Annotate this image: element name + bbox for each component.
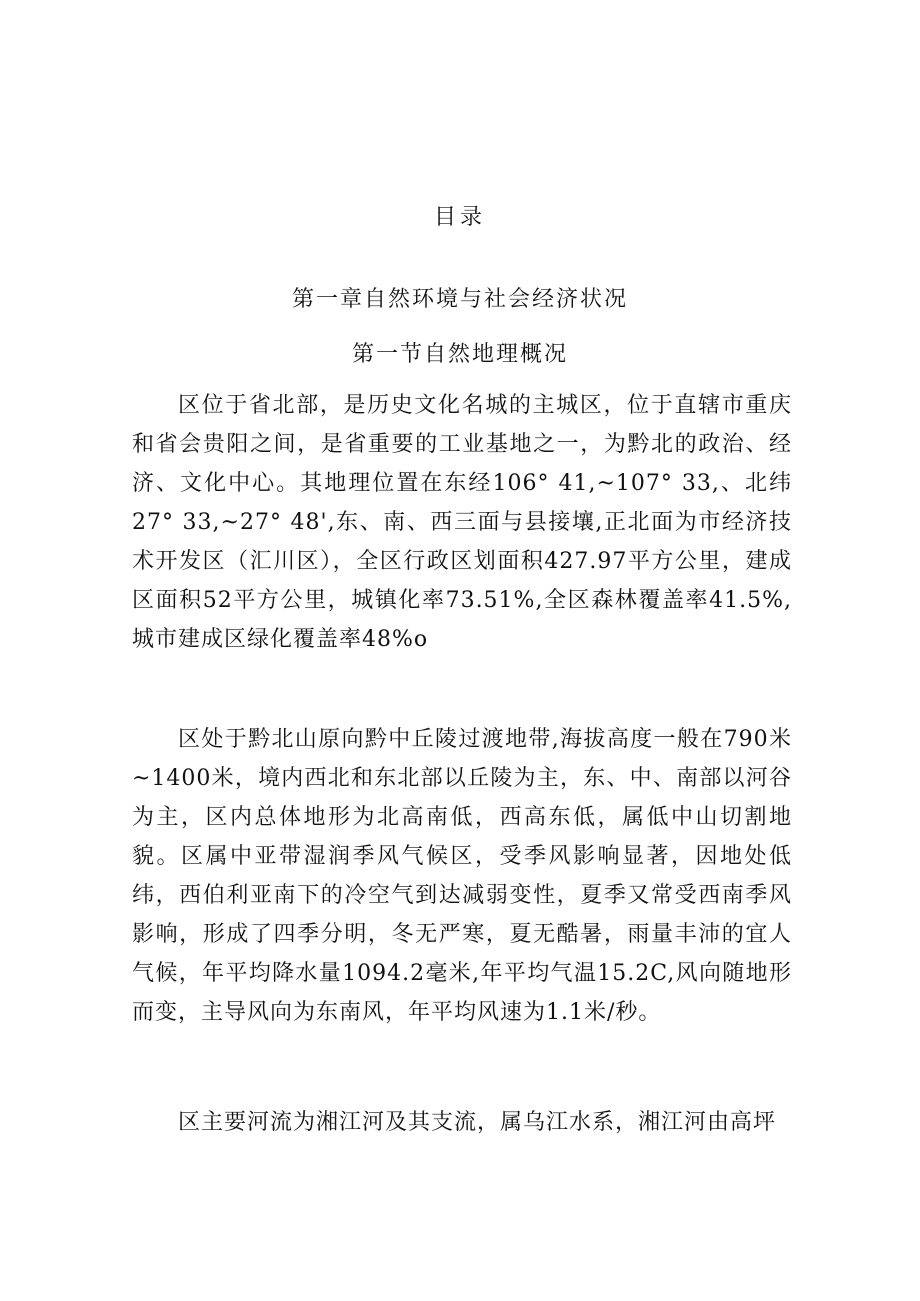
section-title: 第一节自然地理概况 bbox=[351, 342, 568, 367]
toc-title: 目录 bbox=[433, 205, 486, 230]
chapter-title: 第一章自然环境与社会经济状况 bbox=[291, 287, 628, 312]
paragraph-rivers: 区主要河流为湘江河及其支流，属乌江水系，湘江河由高坪 bbox=[178, 1110, 777, 1135]
paragraph-location: 区位于省北部，是历史文化名城的主城区，位于直辖市重庆和省会贵阳之间，是省重要的工业基地之一，为黔北的政治、经济、文化中心。其地理位置在东经106° 41,~107° 33,、北纬27° 33,~27° 48',东、南、西三面与县接壤,正北面为市经济技术开发区（汇川区），全区行政区划面积427.97平方公里，建成区面积52平方公里，城镇化率73.51%,全区森林覆盖率41.5%,城市建成区绿化覆盖率48%o bbox=[132, 393, 792, 652]
paragraph-terrain-climate: 区处于黔北山原向黔中丘陵过渡地带,海拔高度一般在790米~1400米，境内西北和东北部以丘陵为主，东、中、南部以河谷为主，区内总体地形为北高南低，西高东低，属低中山切割地貌。区属中亚带湿润季风气候区，受季风影响显著，因地处低纬，西伯利亚南下的冷空气到达减弱变性，夏季又常受西南季风影响，形成了四季分明，冬无严寒，夏无酷暑，雨量丰沛的宜人气候，年平均降水量1094.2毫米,年平均气温15.2C,风向随地形而变，主导风向为东南风，年平均风速为1.1米/秒。 bbox=[132, 727, 792, 1025]
